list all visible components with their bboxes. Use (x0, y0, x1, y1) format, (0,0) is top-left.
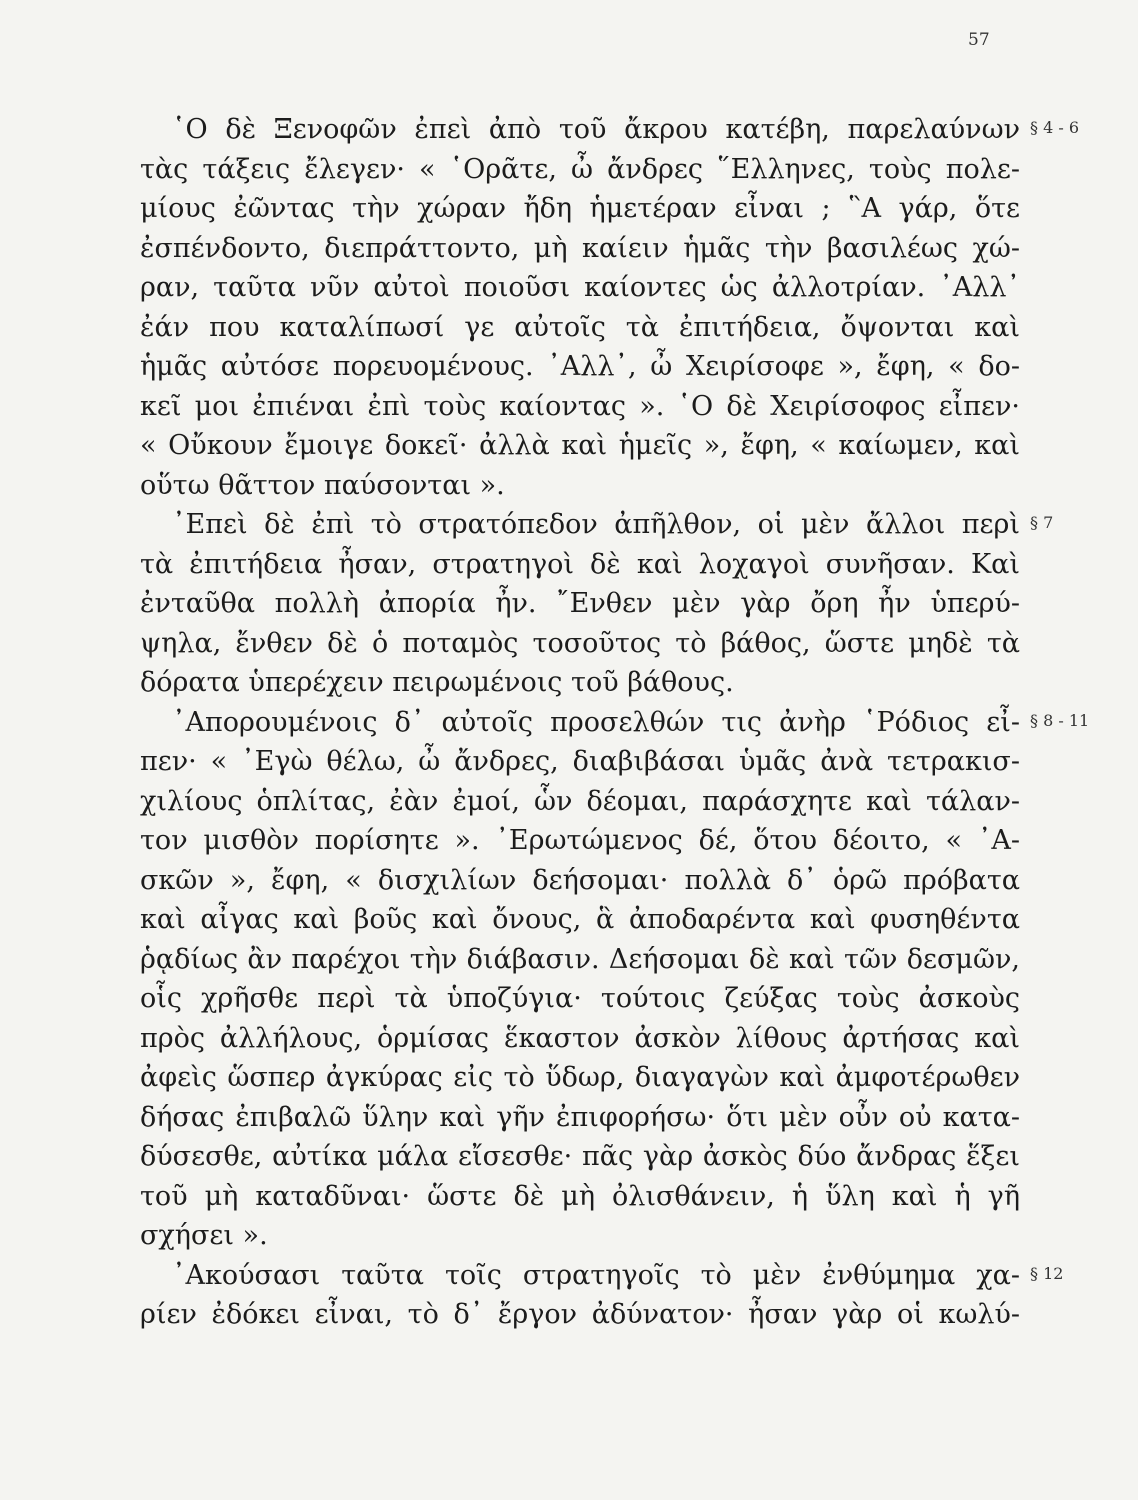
text-line: ᾿Επεὶ δὲ ἐπὶ τὸ στρατόπεδον ἀπῆλθον, οἱ μὲν ἄλλοι περὶ (172, 509, 1020, 540)
text-line: ραν, ταῦτα νῦν αὐτοὶ ποιοῦσι καίοντες ὡς ἀλλοτρίαν. ᾿Αλλ᾿ (140, 272, 1020, 303)
text-line: « Οὔκουν ἔμοιγε δοκεῖ· ἀλλὰ καὶ ἡμεῖς », ἔφη, « καίωμεν, καὶ (140, 430, 1020, 461)
text-line: κεῖ μοι ἐπιέναι ἐπὶ τοὺς καίοντας ». ῾Ο δὲ Χειρίσοφος εἶπεν· (140, 390, 1020, 422)
text-line: ἐσπένδοντο, διεπράττοντο, μὴ καίειν ἡμᾶς τὴν βασιλέως χώ- (140, 232, 1020, 264)
text-line: ἐάν που καταλίπωσί γε αὐτοῖς τὰ ἐπιτήδεια, ὄψονται καὶ (140, 311, 1020, 343)
text-line: πεν· « ᾿Εγὼ θέλω, ὦ ἄνδρες, διαβιβάσαι ὑμᾶς ἀνὰ τετρακισ- (140, 746, 1020, 777)
text-line: ἡμᾶς αὐτόσε πορευομένους. ᾿Αλλ᾿, ὦ Χειρίσοφε », ἔφη, « δο- (140, 351, 1020, 382)
text-line: πρὸς ἀλλήλους, ὁρμίσας ἕκαστον ἀσκὸν λίθους ἀρτήσας καὶ (140, 1022, 1020, 1054)
text-line: ρίεν ἐδόκει εἶναι, τὸ δ᾿ ἔργον ἀδύνατον· ἦσαν γὰρ οἱ κωλύ- (140, 1299, 1020, 1330)
text-line: δήσας ἐπιβαλῶ ὕλην καὶ γῆν ἐπιφορήσω· ὅτι μὲν οὖν οὐ κατα- (140, 1101, 1020, 1133)
section-reference: § 12 (1030, 1263, 1064, 1283)
text-line: ᾿Απορουμένοις δ᾿ αὐτοῖς προσελθών τις ἀνὴρ ῾Ρόδιος εἶ- (172, 706, 1020, 738)
text-line: χιλίους ὁπλίτας, ἐὰν ἐμοί, ὧν δέομαι, παράσχητε καὶ τάλαν- (140, 785, 1020, 817)
text-line: σχήσει ». (140, 1220, 268, 1251)
section-reference: § 4 - 6 (1030, 118, 1080, 137)
section-reference: § 8 - 11 (1030, 710, 1090, 730)
text-line: τὰς τάξεις ἔλεγεν· « ῾Ορᾶτε, ὦ ἄνδρες ῞Ελληνες, τοὺς πολε- (140, 153, 1020, 185)
text-line: ῾Ο δὲ Ξενοφῶν ἐπεὶ ἀπὸ τοῦ ἄκρου κατέβη, παρελαύνων (172, 114, 1020, 145)
text-line: ἐνταῦθα πολλὴ ἀπορία ἦν. ῎Ενθεν μὲν γὰρ ὄρη ἦν ὑπερύ- (140, 588, 1020, 619)
text-line: μίους ἐῶντας τὴν χώραν ἤδη ἡμετέραν εἶναι ; ῝Α γάρ, ὅτε (140, 193, 1020, 224)
text-line: ψηλα, ἔνθεν δὲ ὁ ποταμὸς τοσοῦτος τὸ βάθος, ὥστε μηδὲ τὰ (140, 627, 1020, 659)
text-line: δόρατα ὑπερέχειν πειρωμένοις τοῦ βάθους. (140, 667, 734, 698)
text-line: οὕτω θᾶττον παύσονται ». (140, 469, 505, 501)
text-line: ἀφεὶς ὥσπερ ἀγκύρας εἰς τὸ ὕδωρ, διαγαγὼν καὶ ἀμφοτέρωθεν (140, 1062, 1020, 1093)
page-number: 57 (968, 30, 990, 50)
text-line: σκῶν », ἔφη, « δισχιλίων δεήσομαι· πολλὰ δ᾿ ὁρῶ πρόβατα (140, 864, 1020, 896)
section-reference: § 7 (1030, 513, 1054, 532)
text-line: τον μισθὸν πορίσητε ». ᾿Ερωτώμενος δέ, ὅτου δέοιτο, « ᾿Α- (140, 825, 1020, 856)
text-line: καὶ αἶγας καὶ βοῦς καὶ ὄνους, ἃ ἀποδαρέντα καὶ φυσηθέντα (140, 904, 1020, 935)
body-text (140, 110, 1020, 1335)
text-line: οἷς χρῆσθε περὶ τὰ ὑποζύγια· τούτοις ζεύξας τοὺς ἀσκοὺς (140, 983, 1020, 1014)
text-line: τοῦ μὴ καταδῦναι· ὥστε δὲ μὴ ὀλισθάνειν, ἡ ὕλη καὶ ἡ γῆ (140, 1180, 1020, 1212)
text-line: δύσεσθε, αὐτίκα μάλα εἴσεσθε· πᾶς γὰρ ἀσκὸς δύο ἄνδρας ἕξει (140, 1141, 1020, 1172)
text-line: τὰ ἐπιτήδεια ἦσαν, στρατηγοὶ δὲ καὶ λοχαγοὶ συνῆσαν. Καὶ (140, 548, 1020, 580)
text-line: ῥᾳδίως ἂν παρέχοι τὴν διάβασιν. Δεήσομαι δὲ καὶ τῶν δεσμῶν, (140, 943, 1020, 975)
text-line: ᾿Ακούσασι ταῦτα τοῖς στρατηγοῖς τὸ μὲν ἐνθύμημα χα- (172, 1259, 1020, 1291)
